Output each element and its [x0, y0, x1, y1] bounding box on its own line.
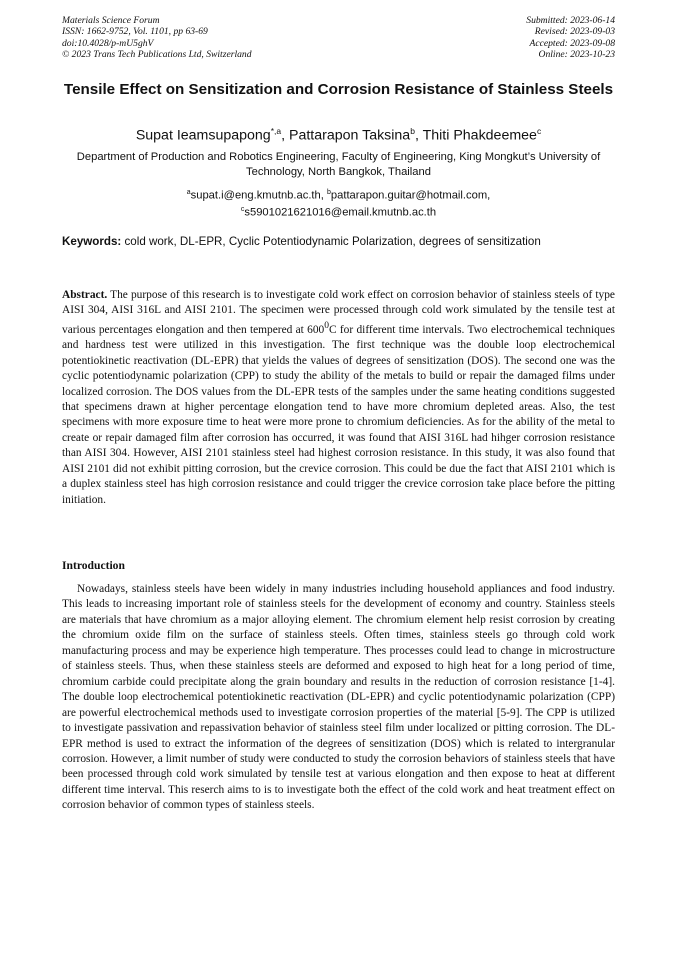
abstract-text: C for different time intervals. Two electrochemical techniques and hardness test were utilized in this investigation. The first technique was the double loop electrochemical potentiokinetic reactivation (DL-EPR) that yields the values of degrees of sensitization (DOS). The second one was the cyclic potentiodynamic polarization (CPP) to study the ability of the metals to build or repair the damaged films under localized corrosion. The DOS values from the DL-EPR tests of the samples under the same heating conditions suggested that specimens drawn at higher percentage elongation tend to have more chromium depleted areas. Also, the test specimens with more exposure time to heat were more prone to chromium deficiencies. As for the ability of the metal to create or repair damaged film after corrosion has occurred, it was found that AISI 316L had hihger corrosion resistance than AISI 304. However, AISI 2101 stainless steel had highest corrosion resistance. In this study, it was also found that AISI 2101 did not exhibit pitting corrosion, but the crevice corrosion. This could be due the fact that AISI 2101 which is a duplex stainless steel has high corrosion resistance and could trigger the crevice corrosion take place before the pitting initiation.	[62, 323, 615, 506]
journal-name: Materials Science Forum	[62, 15, 160, 26]
accepted-date: Accepted: 2023-09-08	[529, 37, 615, 49]
keywords	[62, 234, 615, 250]
email-mark: a	[186, 189, 191, 196]
journal-info	[62, 15, 252, 60]
submitted-date: Submitted: 2023-06-14	[526, 15, 615, 26]
author-name: Supat Ieamsupapong	[135, 127, 271, 144]
email-address[interactable]: supat.i@eng.kmutnb.ac.th,	[190, 189, 327, 202]
online-date: Online: 2023-10-23	[538, 48, 615, 60]
author-affiliation-mark: b	[410, 126, 415, 136]
issn-line: ISSN: 1662-9752, Vol. 1101, pp 63-69	[62, 26, 208, 38]
revised-date: Revised: 2023-09-03	[534, 26, 615, 38]
author-list	[62, 123, 615, 145]
email-mark: c	[240, 205, 245, 213]
email-address[interactable]: s5901021621016@email.kmutnb.ac.th	[244, 206, 437, 219]
email-mark: b	[326, 189, 331, 196]
author-name: Pattarapon Taksina	[289, 127, 411, 144]
author-separator: ,	[414, 127, 423, 144]
author-separator: ,	[281, 127, 289, 144]
doi-line[interactable]: doi:10.4028/p-mU5ghV	[62, 37, 154, 49]
abstract	[62, 288, 615, 508]
keywords-text: cold work, DL-EPR, Cyclic Potentiodynamic Polarization, degrees of sensitization	[121, 235, 541, 248]
affiliation: Department of Production and Robotics Engineering, Faculty of Engineering, King Mongkut’s University of Technology, North Bangkok, Thailand	[76, 151, 601, 178]
abstract-label: Abstract.	[62, 289, 108, 301]
author-affiliation-mark: c	[536, 126, 542, 136]
abstract-text: The purpose of this research is to investigate cold work effect on corrosion behavior of stainless steels of type AISI 304, AISI 316L and AISI 2101. The specimen were processed through cold work simulated by the tensile test at various percentages elongation and then tempered at 600	[62, 289, 615, 336]
paper-title: Tensile Effect on Sensitization and Corrosion Resistance of Stainless Steels	[63, 81, 614, 98]
degree-superscript: 0	[324, 320, 329, 331]
author-emails	[62, 186, 615, 219]
publication-dates	[526, 15, 615, 60]
introduction-paragraph: Nowadays, stainless steels have been widely in many industries including household appliances and food industry. This leads to increasing important role of stainless steels for the development of economy and country. Stainless steels are materials that have chromium as a major alloying element. The chromium element help resist corrosion by creating the chromium oxide film on the surface of stainless steels. Often times, stainless steels go through cold work manufacturing process and may be experience high temperature. Thes processes could lead to change in microstructure of stainless steels. Thus, when these stainless steels are deformed and exposed to high heat for a long period of time, chromium carbide could precipitate along the grain boundary and results in the reduction of corrosion resistance [1-4]. The double loop electrochemical potentiokinetic reactivation (DL-EPR) and cyclic potentiodynamic polarization (CPP) are powerful electrochemical methods used to investigate corrosion properties of the material [5-9]. The CPP is utilized to investigate passivation and repassivation behavior of stainless steel film under localized or pitting corrosion. The DL-EPR method is used to extract the information of the degrees of sensitization (DOS) which is related to intergranular corrosion. However, a limit number of study were conducted to study the corrosion behaviors of stainless steels that have been processed through cold work simulated by tensile test at various elongation and then expose to heat at different different time interval. This reserch aims to is to investigate both the effect of the cold work and heat treatment effect on corrosion behavior of common types of stainless steels.	[62, 583, 615, 812]
author-name: Thiti Phakdeemee	[422, 127, 537, 144]
email-line	[62, 203, 615, 220]
section-heading-introduction: Introduction	[62, 559, 125, 572]
email-address[interactable]: pattarapon.guitar@hotmail.com,	[330, 189, 491, 202]
email-line	[62, 186, 615, 203]
keywords-label: Keywords:	[62, 235, 122, 248]
author-affiliation-mark: *,a	[270, 126, 282, 136]
copyright-line: © 2023 Trans Tech Publications Ltd, Switzerland	[62, 48, 252, 60]
